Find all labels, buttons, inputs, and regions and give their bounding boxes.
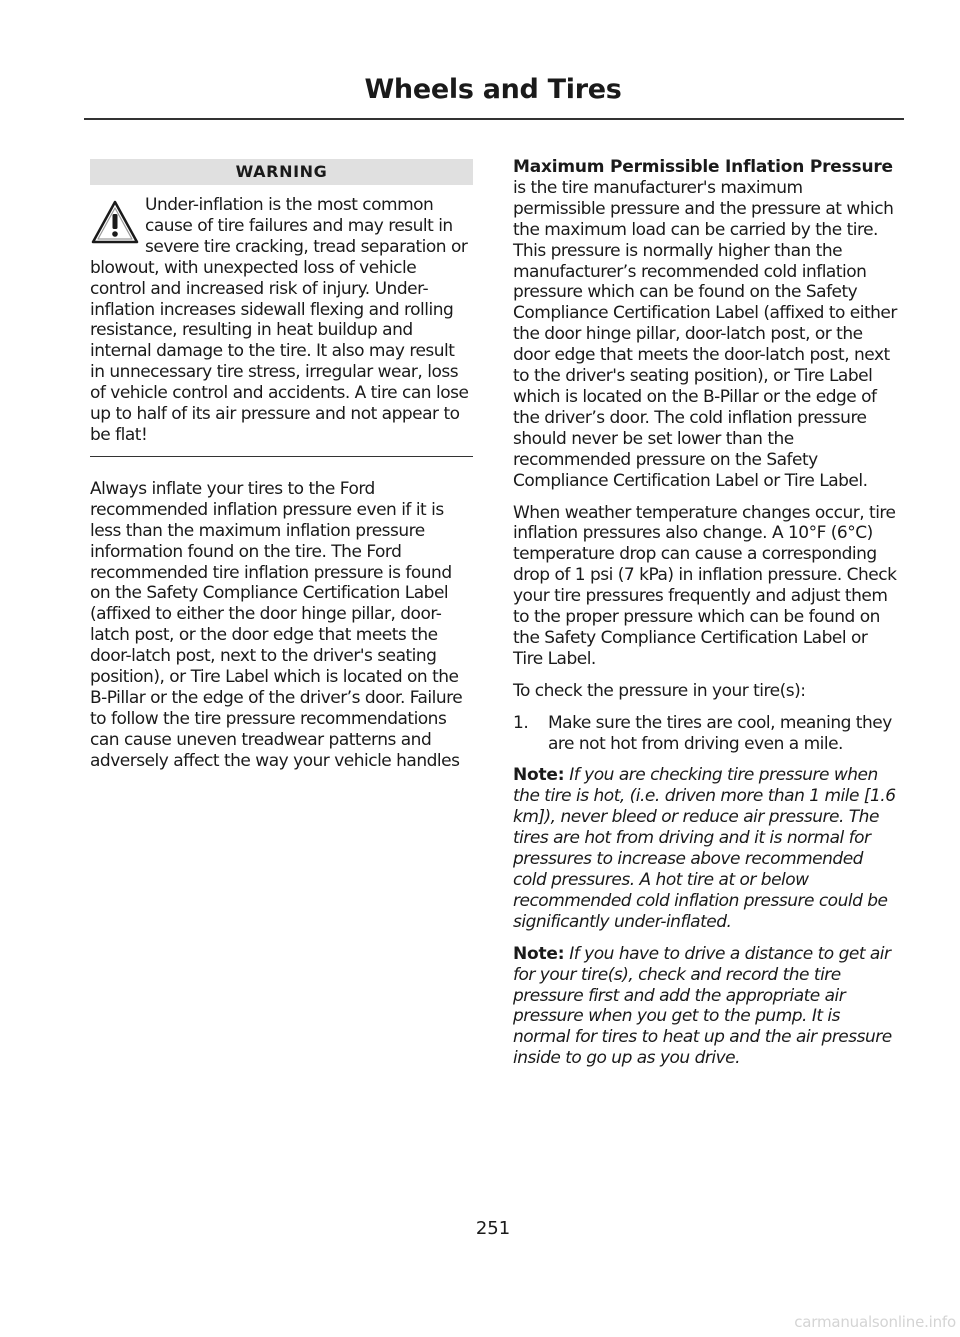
left-column [90,159,473,783]
note-text: If you have to drive a distance to get air for your tire(s), check and record the tire pressure first and add the appropriate air pressure when you get to the pump. It is normal for tires to heat up and the air pressure inside to go up as you drive. [513,943,892,1069]
right-column [513,157,897,1080]
warning-divider [90,456,473,457]
warning-triangle-icon [90,198,140,246]
watermark: carmanualsonline.info [794,1313,956,1331]
page-title: Wheels and Tires [364,74,622,105]
note-label: Note: [513,765,565,786]
note-label: Note: [513,943,565,964]
note-text: If you are checking tire pressure when the tire is hot, (i.e. driven more than 1 mile [1.6 km]), never bleed or reduce air pressure. The tires are hot from driving and it is normal for pressures to increase above recommended cold pressures. A hot tire at or below recommended cold inflation pressure could be significantly under-inflated. [513,765,896,932]
note-hot-tire [513,765,897,932]
max-pressure-paragraph [513,157,897,492]
weather-paragraph: When weather temperature changes occur, tire inflation pressures also change. A 10°F (6°C) temperature drop can cause a corresponding drop of 1 psi (7 kPa) in inflation pressure. Check your tire pressures frequently and adjust them to the proper pressure which can be found on the Safety Compliance Certification Label or Tire Label. [513,502,897,669]
warning-text: Under-inflation is the most common cause of tire failures and may result in severe tire cracking, tread separation or blowout, with unexpected loss of vehicle control and increased risk of injury. Under-inflation increases sidewall flexing and rolling resistance, resulting in heat buildup and internal damage to the tire. It also may result in unnecessary tire stress, irregular wear, loss of vehicle control and accidents. A tire can lose up to half of its air pressure and not appear to be flat! [90,195,469,445]
check-intro: To check the pressure in your tire(s): [513,680,806,701]
title-divider [84,118,904,120]
inflation-paragraph: Always inflate your tires to the Ford recommended inflation pressure even if it is less than the maximum inflation pressure information found on the tire. The Ford recommended tire inflation pressure is found on the Safety Compliance Certification Label (affixed to either the door hinge pillar, door-latch post, or the door edge that meets the door-latch post, next to the driver's seating position), or Tire Label which is located on the B-Pillar or the edge of the driver’s door. Failure to follow the tire pressure recommendations can cause uneven treadwear patterns and adversely affect the way your vehicle handles [90,478,463,771]
note-drive-distance [513,944,897,1069]
warning-header: WARNING [90,159,473,185]
list-item [513,713,897,755]
list-text: Make sure the tires are cool, meaning they are not hot from driving even a mile. [548,712,892,754]
list-number: 1. [513,712,529,733]
page-number: 251 [475,1218,511,1239]
max-pressure-text: is the tire manufacturer's maximum permissible pressure and the pressure at which the maximum load can be carried by the tire. This pressure is normally higher than the manufacturer’s recommended cold inflation pressure which can be found on the Safety Compliance Certification Label (affixed to either the door hinge pillar, door-latch post, or the door edge that meets the door-latch post, next to the driver's seating position), or Tire Label which is located on the B-Pillar or the edge of the driver’s door. The cold inflation pressure should never be set lower than the recommended pressure on the Safety Compliance Certification Label or Tire Label. [513,177,897,491]
max-pressure-term: Maximum Permissible Inflation Pressure [513,157,893,177]
warning-body [90,195,473,446]
